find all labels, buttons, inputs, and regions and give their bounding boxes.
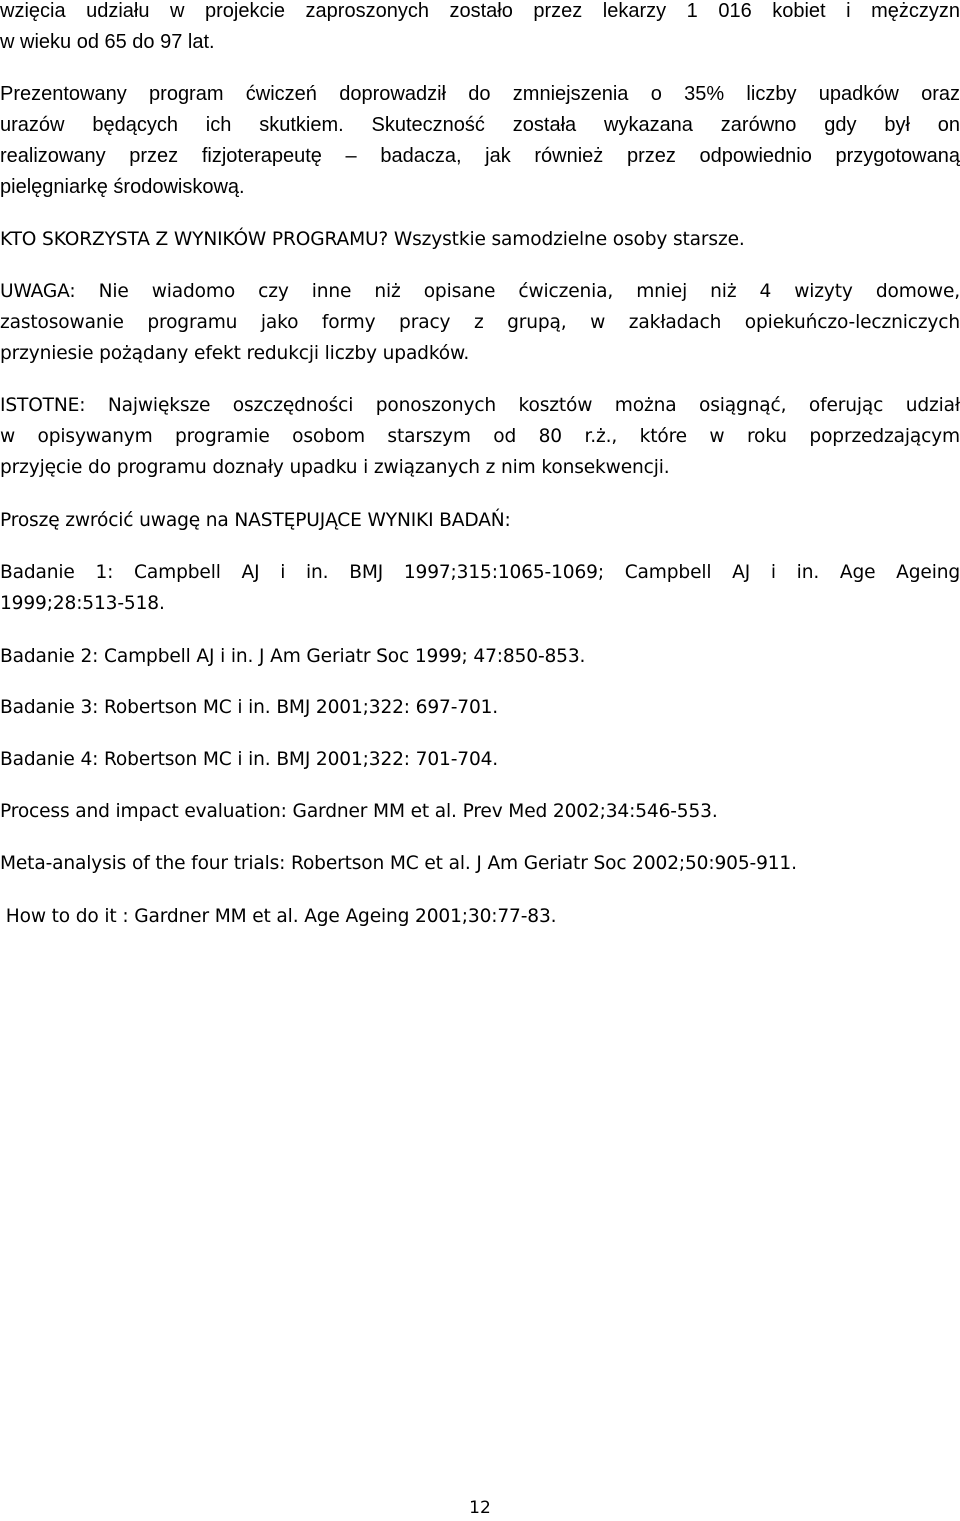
important-paragraph — [0, 390, 960, 483]
warning-line-1: UWAGA: Nie wiadomo czy inne niż opisane ćwiczenia, mniej niż 4 wizyty domowe, — [0, 281, 960, 302]
warning-line-3: przyniesie pożądany efekt redukcji liczby upadków. — [0, 343, 470, 364]
who-benefits-paragraph — [0, 224, 960, 255]
how-to-reference: How to do it : Gardner MM et al. Age Ageing 2001;30:77-83. — [0, 906, 557, 927]
intro-paragraph — [0, 0, 960, 58]
page-number: 12 — [469, 1498, 491, 1518]
warning-line-2: zastosowanie programu jako formy pracy z grupą, w zakładach opiekuńczo-leczniczych — [0, 312, 960, 333]
study-2-reference: Badanie 2: Campbell AJ i in. J Am Geriatr Soc 1999; 47:850-853. — [0, 646, 586, 667]
intro-line-1: wzięcia udziału w projekcie zaproszonych zostało przez lekarzy 1 016 kobiet i mężczyzn — [0, 0, 960, 22]
meta-analysis-reference: Meta-analysis of the four trials: Robertson MC et al. J Am Geriatr Soc 2002;50:905-911. — [0, 853, 797, 874]
intro-line-2: w wieku od 65 do 97 lat. — [0, 31, 215, 53]
important-line-3: przyjęcie do programu doznały upadku i związanych z nim konsekwencji. — [0, 457, 670, 478]
study-4-reference: Badanie 4: Robertson MC i in. BMJ 2001;322: 701-704. — [0, 749, 499, 770]
important-line-2: w opisywanym programie osobom starszym od 80 r.ż., które w roku poprzedzającym — [0, 426, 960, 447]
important-line-1: ISTOTNE: Największe oszczędności ponoszonych kosztów można osiągnąć, oferując udział — [0, 395, 960, 416]
results-line-3: realizowany przez fizjoterapeutę – badacza, jak również przez odpowiednio przygotowaną — [0, 145, 960, 167]
study-1-line-1: Badanie 1: Campbell AJ i in. BMJ 1997;315:1065-1069; Campbell AJ i in. Age Ageing — [0, 562, 960, 583]
notice-heading: Proszę zwrócić uwagę na NASTĘPUJĄCE WYNIKI BADAŃ: — [0, 510, 511, 531]
study-1-reference — [0, 557, 960, 619]
process-evaluation-reference: Process and impact evaluation: Gardner MM et al. Prev Med 2002;34:546-553. — [0, 801, 718, 822]
results-line-1: Prezentowany program ćwiczeń doprowadził do zmniejszenia o 35% liczby upadków oraz — [0, 83, 960, 105]
study-1-line-2: 1999;28:513-518. — [0, 593, 165, 614]
study-3-reference: Badanie 3: Robertson MC i in. BMJ 2001;322: 697-701. — [0, 697, 499, 718]
results-line-2: urazów będących ich skutkiem. Skuteczność została wykazana zarówno gdy był on — [0, 114, 960, 136]
warning-paragraph — [0, 276, 960, 369]
who-benefits-text: KTO SKORZYSTA Z WYNIKÓW PROGRAMU? Wszystkie samodzielne osoby starsze. — [0, 229, 745, 250]
results-line-4: pielęgniarkę środowiskową. — [0, 176, 245, 198]
results-paragraph — [0, 79, 960, 203]
